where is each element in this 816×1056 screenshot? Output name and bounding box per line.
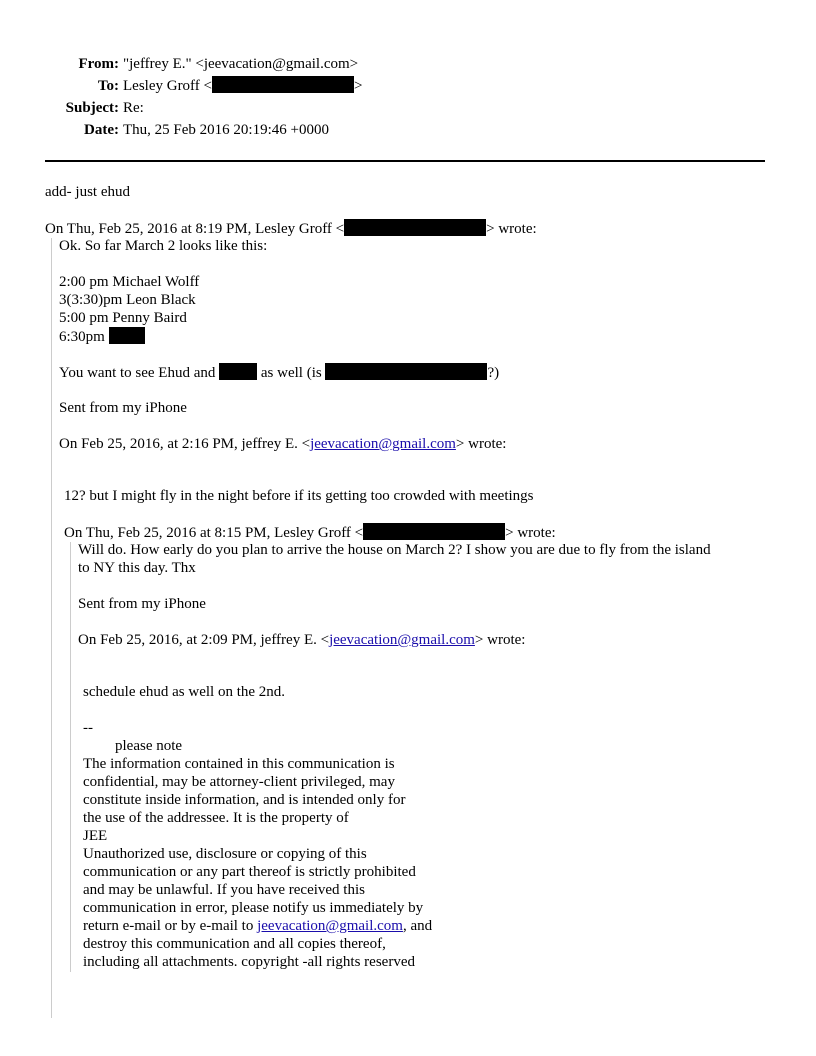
quote3-attrib-suffix: > wrote: [505,525,556,541]
date-value: Thu, 25 Feb 2016 20:19:46 +0000 [123,122,329,138]
schedule-item: 5:00 pm Penny Baird [59,310,187,326]
quote1-line1: Ok. So far March 2 looks like this: [59,238,268,254]
subject-value: Re: [123,100,144,116]
redaction-box [325,363,487,380]
schedule-item: 2:00 pm Michael Wolff [59,274,200,290]
schedule-list [59,273,199,346]
quote3-attrib-prefix: On Thu, Feb 25, 2016 at 8:15 PM, Lesley Groff < [64,525,364,541]
disclaimer-email-prefix: return e-mail or by e-mail to [83,918,258,934]
from-row [45,53,362,75]
redaction-box [212,76,354,93]
disclaimer-line: destroy this communication and all copies thereof, [83,936,386,952]
quote1-sent: Sent from my iPhone [59,400,187,416]
quote4-attrib-suffix: > wrote: [474,632,526,648]
see-suffix: ?) [487,365,500,381]
from-label: From: [78,56,119,72]
quote3-sent: Sent from my iPhone [78,596,206,612]
redaction-box [363,523,505,540]
reply-text: add- just ehud [45,184,130,200]
redaction-box [344,219,486,236]
see-mid: as well (is [257,365,326,381]
redaction-box [219,363,257,380]
quote2-line: 12? but I might fly in the night before if its getting too crowded with meetings [64,488,534,504]
disclaimer [83,755,432,971]
to-row [45,75,362,97]
to-label: To: [97,78,119,94]
disclaimer-line: The information contained in this communication is [83,756,395,772]
email-link[interactable]: jeevacation@gmail.com [257,918,403,934]
quote1-attribution [45,219,537,238]
disclaimer-line: Unauthorized use, disclosure or copying of this [83,846,367,862]
email-header [45,53,362,141]
see-prefix: You want to see Ehud and [59,365,220,381]
disclaimer-line: constitute inside information, and is intended only for [83,792,406,808]
quote4-attribution [78,631,525,649]
quote3-line1: Will do. How early do you plan to arrive the house on March 2? I show you are due to fly from the island [78,542,711,558]
schedule-item [59,327,199,346]
subject-row [45,97,362,119]
quote-bar-1 [51,238,52,1018]
disclaimer-line: including all attachments. copyright -all rights reserved [83,954,415,970]
disclaimer-line: communication in error, please notify us immediately by [83,900,424,916]
from-value: "jeffrey E." <jeevacation@gmail.com> [123,56,359,72]
disclaimer-email-suffix: , and [402,918,433,934]
date-row [45,119,362,141]
quote2-attribution [59,435,506,453]
subject-label: Subject: [65,100,119,116]
signature-note: please note [115,738,183,754]
quote2-attrib-prefix: On Feb 25, 2016, at 2:16 PM, jeffrey E. < [59,436,311,452]
quote4-line: schedule ehud as well on the 2nd. [83,684,286,700]
disclaimer-line: confidential, may be attorney-client privileged, may [83,774,395,790]
disclaimer-line: and may be unlawful. If you have received this [83,882,365,898]
quote1-attrib-prefix: On Thu, Feb 25, 2016 at 8:19 PM, Lesley Groff < [45,221,345,237]
date-label: Date: [84,122,119,138]
quote3-attribution [64,523,556,542]
quote1-see-line [59,363,499,382]
disclaimer-line: JEE [83,828,108,844]
email-link[interactable]: jeevacation@gmail.com [329,632,475,648]
to-value [123,75,362,97]
schedule-item-text: 6:30pm [59,329,109,345]
quote-bar-2 [70,542,71,972]
email-link[interactable]: jeevacation@gmail.com [310,436,456,452]
to-close: > [354,78,363,94]
disclaimer-line [83,917,432,935]
schedule-item: 3(3:30)pm Leon Black [59,292,196,308]
header-divider [45,160,765,162]
quote1-attrib-suffix: > wrote: [486,221,537,237]
disclaimer-line: communication or any part thereof is strictly prohibited [83,864,416,880]
to-name: Lesley Groff < [123,78,212,94]
quote3-line2: to NY this day. Thx [78,560,196,576]
disclaimer-line: the use of the addressee. It is the property of [83,810,349,826]
redaction-box [109,327,145,344]
quote4-attrib-prefix: On Feb 25, 2016, at 2:09 PM, jeffrey E. < [78,632,330,648]
signature-dashes: -- [83,720,93,736]
quote2-attrib-suffix: > wrote: [455,436,507,452]
